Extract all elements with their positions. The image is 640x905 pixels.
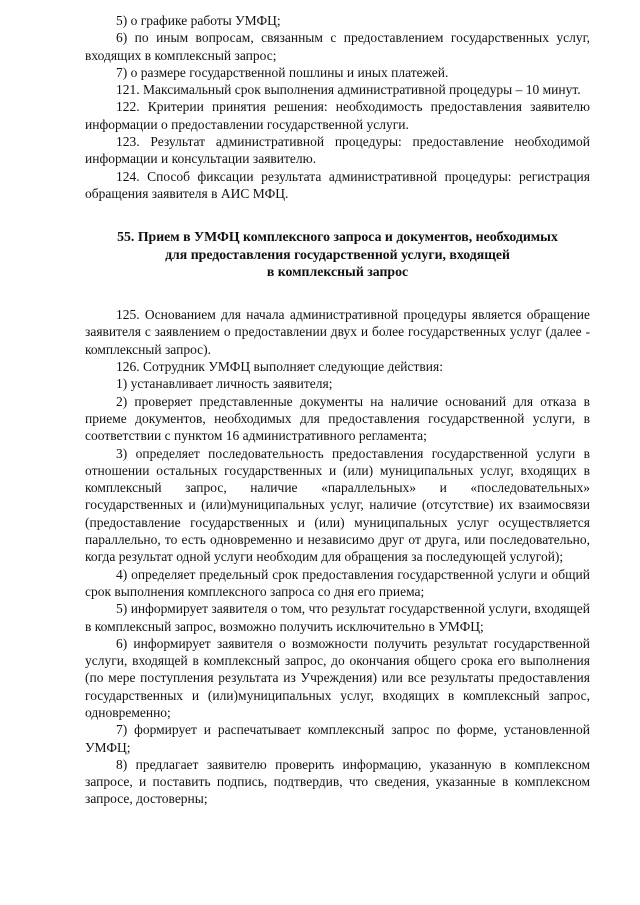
heading-line: в комплексный запрос bbox=[266, 263, 409, 279]
list-item: 5) о графике работы УМФЦ; bbox=[116, 13, 281, 28]
list-item: 7) о размере государственной пошлины и иных платежей. bbox=[116, 64, 449, 80]
list-item: 6) информирует заявителя о возможности получить результат государственной услуги, входящей в комплексный запрос, до окончания общего срока его выполнения (по мере поступления результата из Учреждения) или все результаты предоставления государственных и (или)муниципальных услуг, входящих в комплексный запрос, одновременно; bbox=[85, 635, 590, 720]
paragraph-126: 126. Сотрудник УМФЦ выполняет следующие действия: bbox=[116, 359, 443, 375]
heading-line: для предоставления государственной услуги, входящей bbox=[165, 246, 510, 262]
list-item: 3) определяет последовательность предоставления государственной услуги в отношении остальных государственных и (или) муниципальных услуг, входящих в комплексный запрос, наличие «параллельных» и «последовательных» государственных и (или)муниципальных услуг, наличие (отсутствие) их взаимосвязи (предоставление государственных и (или) муниципальных услуг осуществляется параллельно, то есть одновременно и независимо друг от друга, или последовательно, когда результат одной услуги необходим для обращения за последующей услугой); bbox=[85, 445, 590, 565]
list-item: 5) информирует заявителя о том, что результат государственной услуги, входящей в комплексный запрос, возможно получить исключительно в УМФЦ; bbox=[85, 601, 590, 634]
list-item: 1) устанавливает личность заявителя; bbox=[116, 376, 333, 392]
list-item: 2) проверяет представленные документы на наличие оснований для отказа в приеме документов, необходимых для предоставления государственной услуги, в соответствии с пунктом 16 административного регламента; bbox=[85, 393, 590, 444]
list-item: 8) предлагает заявителю проверить информацию, указанную в комплексном запросе, и поставить подпись, подтвердив, что сведения, указанные в комплексном запросе, достоверны; bbox=[85, 756, 590, 807]
paragraph-122: 122. Критерии принятия решения: необходимость предоставления заявителю информации о предоставлении государственной услуги. bbox=[85, 99, 590, 132]
paragraph-124: 124. Способ фиксации результата административной процедуры: регистрация обращения заявителя в АИС МФЦ. bbox=[85, 168, 590, 201]
section-heading bbox=[85, 228, 590, 280]
heading-line: 55. Прием в УМФЦ комплексного запроса и документов, необходимых bbox=[117, 229, 558, 245]
paragraph-123: 123. Результат административной процедуры: предоставление необходимой информации и консультации заявителю. bbox=[85, 134, 590, 167]
list-item: 7) формирует и распечатывает комплексный запрос по форме, установленной УМФЦ; bbox=[85, 722, 590, 755]
list-item: 6) по иным вопросам, связанным с предоставлением государственных услуг, входящих в комплексный запрос; bbox=[85, 30, 590, 63]
list-item: 4) определяет предельный срок предоставления государственной услуги и общий срок выполнения комплексного запроса со дня его приема; bbox=[85, 566, 590, 599]
paragraph-121: 121. Максимальный срок выполнения административной процедуры – 10 минут. bbox=[116, 82, 581, 98]
paragraph-125: 125. Основанием для начала административной процедуры является обращение заявителя с заявлением о предоставлении двух и более государственных услуг (далее - комплексный запрос). bbox=[85, 307, 590, 357]
